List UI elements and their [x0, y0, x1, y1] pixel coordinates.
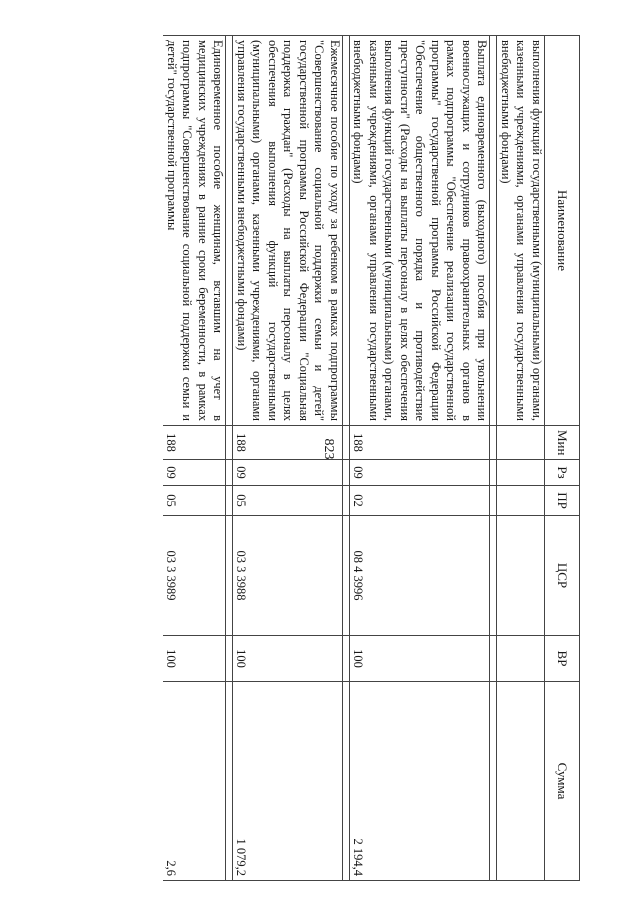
row-rz: 09 — [233, 460, 343, 486]
row-vr — [497, 636, 545, 682]
header-rz: Рз — [545, 460, 580, 486]
row-min: 188 — [350, 426, 491, 460]
row-min: 188 — [164, 426, 227, 460]
row-pr: 02 — [350, 486, 491, 516]
row-pr — [497, 486, 545, 516]
table-row — [497, 36, 545, 881]
row-csr: 08 4 3996 — [350, 516, 491, 636]
header-pr: ПР — [545, 486, 580, 516]
row-csr: 03 3 3989 — [164, 516, 227, 636]
row-rz: 09 — [350, 460, 491, 486]
table-row — [164, 36, 227, 881]
table-header-row — [545, 36, 580, 881]
header-csr: ЦСР — [545, 516, 580, 636]
row-name: Ежемесячное пособие по уходу за ребенком в рамках подпрограммы "Совершенствование социальной поддержки семьи и детей" государственной программы Российской Федерации "Социальная поддержка граждан" (Расходы на выплаты персоналу в целях обеспечения выполнения функций государственными (муниципальными) органами, казенными учреждениями, органами управления государственными внебюджетными фондами) — [233, 36, 343, 426]
row-csr — [497, 516, 545, 636]
row-csr: 03 3 3988 — [233, 516, 343, 636]
row-min: 188 — [233, 426, 343, 460]
row-min — [497, 426, 545, 460]
page-number: 823 — [321, 438, 336, 460]
budget-table — [164, 35, 581, 881]
row-name: Выплата единовременного (выходного) пособия при увольнении военнослужащих и сотрудников правоохранительных органов в рамках подпрограммы "Обеспечение реализации государственной программы" государственной программы Российской Федерации "Обеспечение общественного порядка и противодействие преступности" (Расходы на выплаты персоналу в целях обеспечения выполнения функций государственными (муниципальными) органами, казенными учреждениями, органами управления государственными внебюджетными фондами) — [350, 36, 491, 426]
row-pr: 05 — [164, 486, 227, 516]
row-sum: 1 079,2 — [233, 682, 343, 881]
row-sum — [497, 682, 545, 881]
row-pr: 05 — [233, 486, 343, 516]
row-vr: 100 — [350, 636, 491, 682]
header-sum: Сумма — [545, 682, 580, 881]
row-vr: 100 — [233, 636, 343, 682]
row-name: Единовременное пособие женщинам, вставшим на учет в медицинских учреждениях в ранние сроки беременности, в рамках подпрограммы "Совершенствование социальной поддержки семьи и детей" государственной программы — [164, 36, 227, 426]
row-gap — [490, 36, 497, 881]
rotated-page — [60, 35, 580, 880]
row-sum: 2,6 — [164, 682, 227, 881]
header-min: Мин — [545, 426, 580, 460]
row-sum: 2 194,4 — [350, 682, 491, 881]
table-row — [233, 36, 343, 881]
row-rz: 09 — [164, 460, 227, 486]
row-name: выполнения функций государственными (муниципальными) органами, казенными учреждениями, органами управления государственными внебюджетными фондами) — [497, 36, 545, 426]
row-gap — [226, 36, 233, 881]
header-name: Наименование — [545, 36, 580, 426]
row-gap — [343, 36, 350, 881]
row-rz — [497, 460, 545, 486]
table-row — [350, 36, 491, 881]
header-vr: ВР — [545, 636, 580, 682]
row-vr: 100 — [164, 636, 227, 682]
